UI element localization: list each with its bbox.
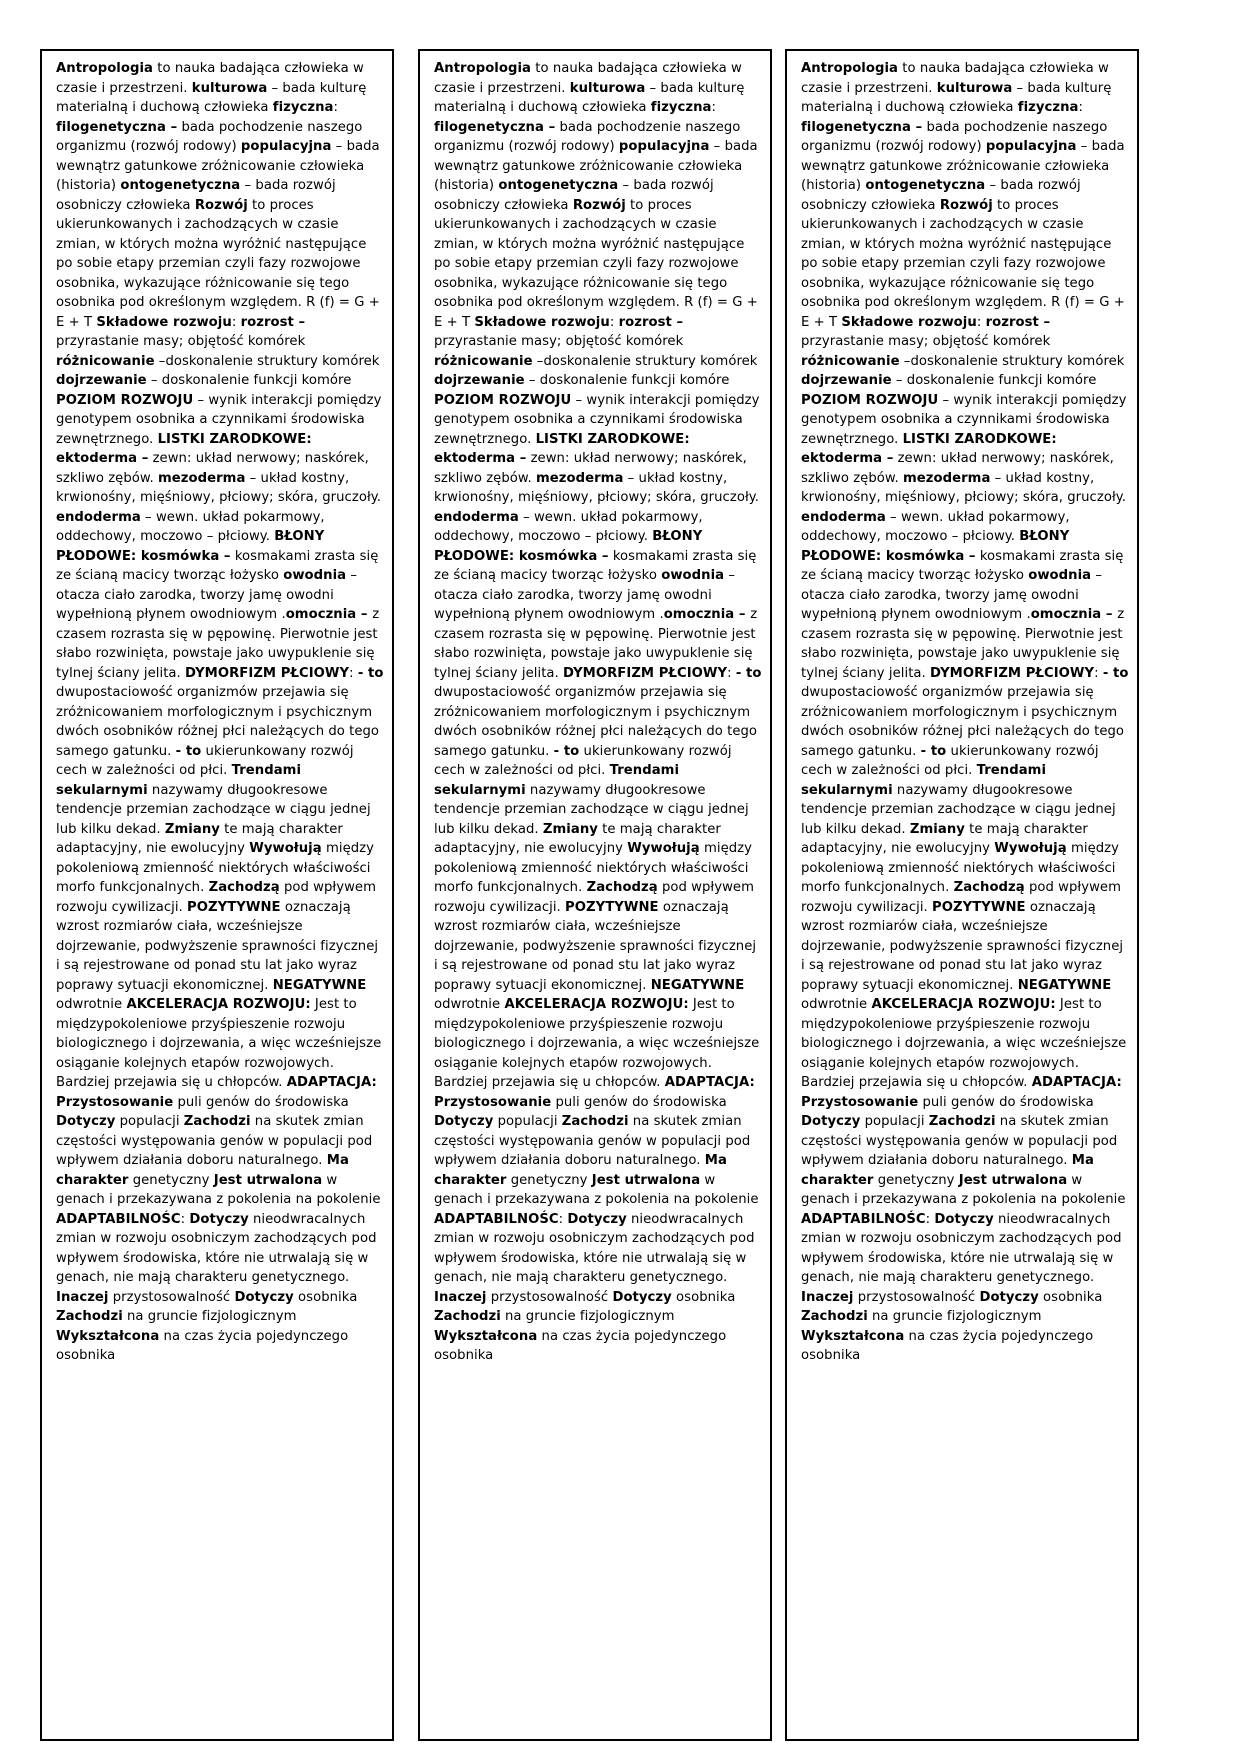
definition-text: z czasem rozrasta się w pępowinę. Pierwotnie jest słabo rozwinięta, powstaje jako uwypuklenie się tylnej ściany jelita. <box>56 607 380 681</box>
definition-text: : <box>333 100 338 115</box>
bold-term: Zachodzi <box>434 1309 501 1324</box>
bold-term: Inaczej <box>56 1289 109 1305</box>
bold-term: - to <box>920 743 947 759</box>
bold-term: Zachodzi <box>183 1114 251 1129</box>
bold-term: dojrzewanie <box>801 373 892 388</box>
bold-term: ADAPTABILNOŚC <box>56 1211 181 1227</box>
bold-term: różnicowanie <box>801 353 900 369</box>
definition-text: między pokoleniową zmienność niektórych właściwości morfo funkcjonalnych. <box>56 841 374 895</box>
definition-text: na skutek zmian częstości występowania genów w populacji pod wpływem działania doboru naturalnego. <box>434 1114 751 1168</box>
bold-term: Dotyczy <box>612 1289 672 1305</box>
definition-text: – wewn. układ pokarmowy, oddechowy, moczowo – płciowy. <box>801 509 1070 544</box>
bold-term: - to <box>1102 665 1129 681</box>
bold-term: kulturowa <box>936 80 1013 96</box>
bold-term: DYMORFIZM PŁCIOWY <box>185 665 350 681</box>
column-3 <box>785 49 1139 1741</box>
bold-term: ontogenetyczna <box>865 178 986 193</box>
definition-text: na gruncie fizjologicznym <box>500 1309 675 1324</box>
bold-term: Zachodzi <box>561 1114 629 1129</box>
definition-text: bada pochodzenie naszego organizmu (rozwój rodowy) <box>801 119 1108 154</box>
definition-text: – bada rozwój osobniczy człowieka <box>801 178 1081 213</box>
bold-term: filogenetyczna – <box>801 119 923 135</box>
bold-term: ADAPTABILNOŚC <box>434 1211 559 1227</box>
definition-text: – układ kostny, krwionośny, mięśniowy, płciowy; skóra, gruczoły. <box>801 470 1126 505</box>
bold-term: ADAPTABILNOŚC <box>801 1211 926 1227</box>
definition-text: puli genów do środowiska <box>918 1094 1094 1110</box>
definition-text: dwupostaciowość organizmów przejawia się zróżnicowaniem morfologicznym i psychicznym dwóch osobników różnej płci należących do tego samego gatunku. <box>56 685 380 759</box>
bold-term: omocznia – <box>285 607 373 622</box>
bold-term: Antropologia <box>56 61 154 76</box>
bold-term: Rozwój <box>939 197 993 213</box>
definition-text: : <box>558 1211 568 1227</box>
definition-text: – bada kulturę materialną i duchową człowieka <box>801 80 1112 115</box>
bold-term: Trendami sekularnymi <box>56 763 302 798</box>
definition-text: populacji <box>115 1114 184 1129</box>
definition-text: : <box>231 314 241 330</box>
definition-text: osobnika <box>1038 1289 1103 1305</box>
bold-term: Dotyczy <box>234 1289 294 1305</box>
bold-term: Składowe rozwoju <box>96 314 232 330</box>
bold-term: fizyczna <box>650 100 712 115</box>
definition-text: – bada wewnątrz gatunkowe zróżnicowanie człowieka (historia) <box>434 139 758 193</box>
bold-term: Dotyczy <box>934 1211 994 1227</box>
definition-text: te mają charakter adaptacyjny, nie ewolucyjny <box>801 821 1088 856</box>
definition-text: Jest to międzypokoleniowe przyśpieszenie rozwoju biologicznego i dojrzewania, a więc wcześniejsze osiąganie kolejnych etapów rozwojowych. Bardziej przejawia się u chłopców. <box>434 997 760 1090</box>
definition-text: – bada rozwój osobniczy człowieka <box>56 178 336 213</box>
bold-term: Zachodzi <box>928 1114 996 1129</box>
bold-term: Zmiany <box>909 821 965 837</box>
bold-term: różnicowanie <box>434 353 533 369</box>
bold-term: Zachodzi <box>801 1309 868 1324</box>
bold-term: AKCELERACJA ROZWOJU: <box>126 997 311 1012</box>
bold-term: Składowe rozwoju <box>474 314 610 330</box>
bold-term: - to <box>735 665 762 681</box>
definition-text: odwrotnie <box>434 997 505 1012</box>
bold-term: Antropologia <box>434 61 532 76</box>
definition-text: przyrastanie masy; objętość komórek <box>434 334 684 349</box>
definition-text: nieodwracalnych zmian w rozwoju osobniczym zachodzących pod wpływem środowiska, które nie utrwalają się w genach, nie mają charakteru genetycznego. <box>434 1211 755 1285</box>
bold-term: filogenetyczna – <box>434 119 556 135</box>
definition-text: – doskonalenie funkcji komóre <box>146 373 352 388</box>
definition-text: z czasem rozrasta się w pępowinę. Pierwotnie jest słabo rozwinięta, powstaje jako uwypuklenie się tylnej ściany jelita. <box>434 607 758 681</box>
definition-text: kosmakami zrasta się ze ścianą macicy tworząc łożysko <box>56 548 379 583</box>
definition-text: – wewn. układ pokarmowy, oddechowy, moczowo – płciowy. <box>56 509 325 544</box>
definition-text: przyrastanie masy; objętość komórek <box>56 334 306 349</box>
definition-text: : <box>976 314 986 330</box>
column-1 <box>40 49 394 1741</box>
bold-term: Dotyczy <box>56 1114 116 1129</box>
bold-term: DYMORFIZM PŁCIOWY <box>563 665 728 681</box>
bold-term: POZYTYWNE <box>932 899 1026 915</box>
bold-term: Dotyczy <box>801 1114 861 1129</box>
definition-text: na skutek zmian częstości występowania genów w populacji pod wpływem działania doboru naturalnego. <box>801 1114 1118 1168</box>
definition-text: oznaczają wzrost rozmiarów ciała, wcześniejsze dojrzewanie, podwyższenie sprawności fizycznej i są rejestrowane od ponad stu lat jako wyraz poprawy sytuacji ekonomicznej. <box>801 899 1124 993</box>
definition-text: – układ kostny, krwionośny, mięśniowy, płciowy; skóra, gruczoły. <box>434 470 759 505</box>
bold-term: Dotyczy <box>979 1289 1039 1305</box>
bold-term: Inaczej <box>801 1289 854 1305</box>
definition-text: na gruncie fizjologicznym <box>867 1309 1042 1324</box>
definition-text: – wewn. układ pokarmowy, oddechowy, moczowo – płciowy. <box>434 509 703 544</box>
definition-text: Jest to międzypokoleniowe przyśpieszenie rozwoju biologicznego i dojrzewania, a więc wcześniejsze osiąganie kolejnych etapów rozwojowych. Bardziej przejawia się u chłopców. <box>801 997 1127 1090</box>
definition-text: – wynik interakcji pomiędzy genotypem osobnika a czynnikami środowiska zewnętrznego. <box>434 392 760 447</box>
definition-text: odwrotnie <box>56 997 127 1012</box>
bold-term: owodnia <box>661 568 725 583</box>
bold-term: omocznia – <box>663 607 751 622</box>
definition-text: – wynik interakcji pomiędzy genotypem osobnika a czynnikami środowiska zewnętrznego. <box>801 392 1127 447</box>
bold-term: Jest utrwalona <box>213 1172 323 1188</box>
definition-text: odwrotnie <box>801 997 872 1012</box>
bold-term: Wykształcona <box>801 1328 905 1344</box>
bold-term: AKCELERACJA ROZWOJU: <box>871 997 1056 1012</box>
bold-term: Zachodzą <box>586 880 658 895</box>
definition-text: – bada kulturę materialną i duchową człowieka <box>434 80 745 115</box>
definition-text: : <box>180 1211 190 1227</box>
definition-text: : <box>925 1211 935 1227</box>
bold-term: ADAPTACJA: Przystosowanie <box>56 1075 377 1110</box>
definition-text: na gruncie fizjologicznym <box>122 1309 297 1324</box>
bold-term: Wywołują <box>627 841 700 856</box>
definition-text: dwupostaciowość organizmów przejawia się zróżnicowaniem morfologicznym i psychicznym dwóch osobników różnej płci należących do tego samego gatunku. <box>434 685 758 759</box>
definition-text: to proces ukierunkowanych i zachodzących w czasie zmian, w których można wyróżnić następujące po sobie etapy przemian czyli fazy rozwojowe osobnika, wykazujące różnicowanie się tego osobnika pod określonym względem. R (f) = G + E + T <box>56 197 380 330</box>
bold-term: Zachodzą <box>208 880 280 895</box>
bold-term: NEGATYWNE <box>272 977 367 993</box>
definition-text: między pokoleniową zmienność niektórych właściwości morfo funkcjonalnych. <box>801 841 1119 895</box>
bold-term: Ma charakter <box>434 1153 727 1188</box>
bold-term: Składowe rozwoju <box>841 314 977 330</box>
bold-term: BŁONY PŁODOWE: kosmówka – <box>434 529 703 564</box>
column-2 <box>418 49 772 1741</box>
bold-term: BŁONY PŁODOWE: kosmówka – <box>56 529 325 564</box>
bold-term: różnicowanie <box>56 353 155 369</box>
bold-term: populacyjna <box>240 139 332 154</box>
definition-text: populacji <box>493 1114 562 1129</box>
definition-text: – bada wewnątrz gatunkowe zróżnicowanie człowieka (historia) <box>56 139 380 193</box>
bold-term: endoderma <box>434 509 519 525</box>
definition-text: oznaczają wzrost rozmiarów ciała, wcześniejsze dojrzewanie, podwyższenie sprawności fizycznej i są rejestrowane od ponad stu lat jako wyraz poprawy sytuacji ekonomicznej. <box>434 899 757 993</box>
bold-term: populacyjna <box>618 139 710 154</box>
bold-term: Antropologia <box>801 61 899 76</box>
bold-term: LISTKI ZARODKOWE: ektoderma – <box>801 431 1057 466</box>
bold-term: ADAPTACJA: Przystosowanie <box>801 1075 1122 1110</box>
definition-text: to proces ukierunkowanych i zachodzących w czasie zmian, w których można wyróżnić następujące po sobie etapy przemian czyli fazy rozwojowe osobnika, wykazujące różnicowanie się tego osobnika pod określonym względem. R (f) = G + E + T <box>434 197 758 330</box>
bold-term: kulturowa <box>191 80 268 96</box>
bold-term: endoderma <box>56 509 141 525</box>
bold-term: - to <box>175 743 202 759</box>
definition-text: – otacza ciało zarodka, tworzy jamę owodni wypełnioną płynem owodniowym . <box>801 568 1102 622</box>
bold-term: endoderma <box>801 509 886 525</box>
bold-term: Wywołują <box>994 841 1067 856</box>
bold-term: LISTKI ZARODKOWE: ektoderma – <box>434 431 690 466</box>
bold-term: NEGATYWNE <box>650 977 745 993</box>
definition-text: : <box>1078 100 1083 115</box>
definition-text: zewn: układ nerwowy; naskórek, szkliwo zębów. <box>801 451 1114 486</box>
bold-term: Rozwój <box>572 197 626 213</box>
bold-term: ontogenetyczna <box>498 178 619 193</box>
definition-text: bada pochodzenie naszego organizmu (rozwój rodowy) <box>56 119 363 154</box>
bold-term: Dotyczy <box>434 1114 494 1129</box>
definition-text: oznaczają wzrost rozmiarów ciała, wcześniejsze dojrzewanie, podwyższenie sprawności fizycznej i są rejestrowane od ponad stu lat jako wyraz poprawy sytuacji ekonomicznej. <box>56 899 379 993</box>
definition-text: pod wpływem rozwoju cywilizacji. <box>56 880 376 915</box>
definition-text: to nauka badająca człowieka w czasie i przestrzeni. <box>56 61 364 96</box>
bold-term: LISTKI ZARODKOWE: ektoderma – <box>56 431 312 466</box>
definition-text: nazywamy długookresowe tendencje przemian zachodzące w ciągu jednej lub kilku dekad. <box>434 782 749 837</box>
definition-text: na czas życia pojedynczego osobnika <box>56 1328 349 1363</box>
definition-text: między pokoleniową zmienność niektórych właściwości morfo funkcjonalnych. <box>434 841 752 895</box>
definition-text: ukierunkowany rozwój cech w zależności od płci. <box>56 743 354 778</box>
bold-term: Inaczej <box>434 1289 487 1305</box>
bold-term: AKCELERACJA ROZWOJU: <box>504 997 689 1012</box>
bold-term: - to <box>553 743 580 759</box>
bold-term: POZIOM ROZWOJU <box>801 392 939 408</box>
definition-text: ukierunkowany rozwój cech w zależności od płci. <box>801 743 1099 778</box>
bold-term: Trendami sekularnymi <box>801 763 1047 798</box>
bold-term: Zachodzi <box>56 1309 123 1324</box>
definition-text: przystosowalność <box>486 1289 613 1305</box>
definition-text: osobnika <box>671 1289 736 1305</box>
bold-term: rozrost – <box>618 314 684 330</box>
bold-term: dojrzewanie <box>434 373 525 388</box>
definition-text: na skutek zmian częstości występowania genów w populacji pod wpływem działania doboru naturalnego. <box>56 1114 373 1168</box>
bold-term: owodnia <box>1028 568 1092 583</box>
definition-text: genetyczny <box>506 1172 592 1188</box>
definition-text: pod wpływem rozwoju cywilizacji. <box>434 880 754 915</box>
definition-text: puli genów do środowiska <box>551 1094 727 1110</box>
definition-text: – doskonalenie funkcji komóre <box>524 373 730 388</box>
definition-text: przyrastanie masy; objętość komórek <box>801 334 1051 349</box>
bold-term: owodnia <box>283 568 347 583</box>
bold-term: Trendami sekularnymi <box>434 763 680 798</box>
bold-term: Zmiany <box>542 821 598 837</box>
definition-text: z czasem rozrasta się w pępowinę. Pierwotnie jest słabo rozwinięta, powstaje jako uwypuklenie się tylnej ściany jelita. <box>801 607 1125 681</box>
bold-term: Zmiany <box>164 821 220 837</box>
bold-term: BŁONY PŁODOWE: kosmówka – <box>801 529 1070 564</box>
definition-text: w genach i przekazywana z pokolenia na pokolenie <box>801 1172 1126 1207</box>
definition-text: – doskonalenie funkcji komóre <box>891 373 1097 388</box>
bold-term: Dotyczy <box>189 1211 249 1227</box>
definition-text: osobnika <box>293 1289 358 1305</box>
definition-text: – bada wewnątrz gatunkowe zróżnicowanie człowieka (historia) <box>801 139 1125 193</box>
definition-text: – bada rozwój osobniczy człowieka <box>434 178 714 213</box>
definition-text: te mają charakter adaptacyjny, nie ewolucyjny <box>56 821 343 856</box>
definition-text: w genach i przekazywana z pokolenia na pokolenie <box>434 1172 759 1207</box>
bold-term: dojrzewanie <box>56 373 147 388</box>
bold-term: Zachodzą <box>953 880 1025 895</box>
definition-text: to proces ukierunkowanych i zachodzących w czasie zmian, w których można wyróżnić następujące po sobie etapy przemian czyli fazy rozwojowe osobnika, wykazujące różnicowanie się tego osobnika pod określonym względem. R (f) = G + E + T <box>801 197 1125 330</box>
definition-text: Jest to międzypokoleniowe przyśpieszenie rozwoju biologicznego i dojrzewania, a więc wcześniejsze osiąganie kolejnych etapów rozwojowych. Bardziej przejawia się u chłopców. <box>56 997 382 1090</box>
bold-term: rozrost – <box>240 314 306 330</box>
definition-text: nieodwracalnych zmian w rozwoju osobniczym zachodzących pod wpływem środowiska, które nie utrwalają się w genach, nie mają charakteru genetycznego. <box>56 1211 377 1285</box>
bold-term: rozrost – <box>985 314 1051 330</box>
bold-term: mezoderma <box>158 470 246 486</box>
bold-term: ADAPTACJA: Przystosowanie <box>434 1075 755 1110</box>
notes-text <box>801 59 1131 1366</box>
definition-text: : <box>349 665 358 681</box>
bold-term: populacyjna <box>985 139 1077 154</box>
definition-text: : <box>727 665 736 681</box>
definition-text: kosmakami zrasta się ze ścianą macicy tworząc łożysko <box>434 548 757 583</box>
definition-text: puli genów do środowiska <box>173 1094 349 1110</box>
definition-text: : <box>1094 665 1103 681</box>
definition-text: –doskonalenie struktury komórek <box>532 353 758 369</box>
definition-text: nieodwracalnych zmian w rozwoju osobniczym zachodzących pod wpływem środowiska, które nie utrwalają się w genach, nie mają charakteru genetycznego. <box>801 1211 1122 1285</box>
definition-text: – wynik interakcji pomiędzy genotypem osobnika a czynnikami środowiska zewnętrznego. <box>56 392 382 447</box>
bold-term: Rozwój <box>194 197 248 213</box>
bold-term: Ma charakter <box>56 1153 349 1188</box>
bold-term: mezoderma <box>536 470 624 486</box>
bold-term: Wykształcona <box>56 1328 160 1344</box>
bold-term: POZIOM ROZWOJU <box>56 392 194 408</box>
definition-text: przystosowalność <box>108 1289 235 1305</box>
bold-term: fizyczna <box>272 100 334 115</box>
bold-term: filogenetyczna – <box>56 119 178 135</box>
definition-text: nazywamy długookresowe tendencje przemian zachodzące w ciągu jednej lub kilku dekad. <box>801 782 1116 837</box>
bold-term: Wywołują <box>249 841 322 856</box>
bold-term: ontogenetyczna <box>120 178 241 193</box>
definition-text: – układ kostny, krwionośny, mięśniowy, płciowy; skóra, gruczoły. <box>56 470 381 505</box>
definition-text: –doskonalenie struktury komórek <box>899 353 1125 369</box>
bold-term: DYMORFIZM PŁCIOWY <box>930 665 1095 681</box>
definition-text: : <box>711 100 716 115</box>
definition-text: to nauka badająca człowieka w czasie i przestrzeni. <box>801 61 1109 96</box>
definition-text: zewn: układ nerwowy; naskórek, szkliwo zębów. <box>56 451 369 486</box>
bold-term: omocznia – <box>1030 607 1118 622</box>
definition-text: dwupostaciowość organizmów przejawia się zróżnicowaniem morfologicznym i psychicznym dwóch osobników różnej płci należących do tego samego gatunku. <box>801 685 1125 759</box>
definition-text: nazywamy długookresowe tendencje przemian zachodzące w ciągu jednej lub kilku dekad. <box>56 782 371 837</box>
definition-text: populacji <box>860 1114 929 1129</box>
definition-text: – otacza ciało zarodka, tworzy jamę owodni wypełnioną płynem owodniowym . <box>56 568 357 622</box>
definition-text: ukierunkowany rozwój cech w zależności od płci. <box>434 743 732 778</box>
notes-text <box>56 59 386 1366</box>
bold-term: Wykształcona <box>434 1328 538 1344</box>
bold-term: Jest utrwalona <box>958 1172 1068 1188</box>
bold-term: NEGATYWNE <box>1017 977 1112 993</box>
bold-term: fizyczna <box>1017 100 1079 115</box>
definition-text: – bada kulturę materialną i duchową człowieka <box>56 80 367 115</box>
definition-text: pod wpływem rozwoju cywilizacji. <box>801 880 1121 915</box>
definition-text: : <box>609 314 619 330</box>
bold-term: Dotyczy <box>567 1211 627 1227</box>
bold-term: - to <box>357 665 384 681</box>
definition-text: na czas życia pojedynczego osobnika <box>801 1328 1094 1363</box>
definition-text: to nauka badająca człowieka w czasie i przestrzeni. <box>434 61 742 96</box>
bold-term: Ma charakter <box>801 1153 1094 1188</box>
bold-term: POZYTYWNE <box>187 899 281 915</box>
definition-text: genetyczny <box>873 1172 959 1188</box>
definition-text: – otacza ciało zarodka, tworzy jamę owodni wypełnioną płynem owodniowym . <box>434 568 735 622</box>
definition-text: w genach i przekazywana z pokolenia na pokolenie <box>56 1172 381 1207</box>
bold-term: POZIOM ROZWOJU <box>434 392 572 408</box>
definition-text: na czas życia pojedynczego osobnika <box>434 1328 727 1363</box>
definition-text: –doskonalenie struktury komórek <box>154 353 380 369</box>
bold-term: Jest utrwalona <box>591 1172 701 1188</box>
bold-term: POZYTYWNE <box>565 899 659 915</box>
definition-text: przystosowalność <box>853 1289 980 1305</box>
definition-text: zewn: układ nerwowy; naskórek, szkliwo zębów. <box>434 451 747 486</box>
bold-term: mezoderma <box>903 470 991 486</box>
notes-text <box>434 59 764 1366</box>
definition-text: kosmakami zrasta się ze ścianą macicy tworząc łożysko <box>801 548 1124 583</box>
definition-text: genetyczny <box>128 1172 214 1188</box>
bold-term: kulturowa <box>569 80 646 96</box>
definition-text: te mają charakter adaptacyjny, nie ewolucyjny <box>434 821 721 856</box>
definition-text: bada pochodzenie naszego organizmu (rozwój rodowy) <box>434 119 741 154</box>
